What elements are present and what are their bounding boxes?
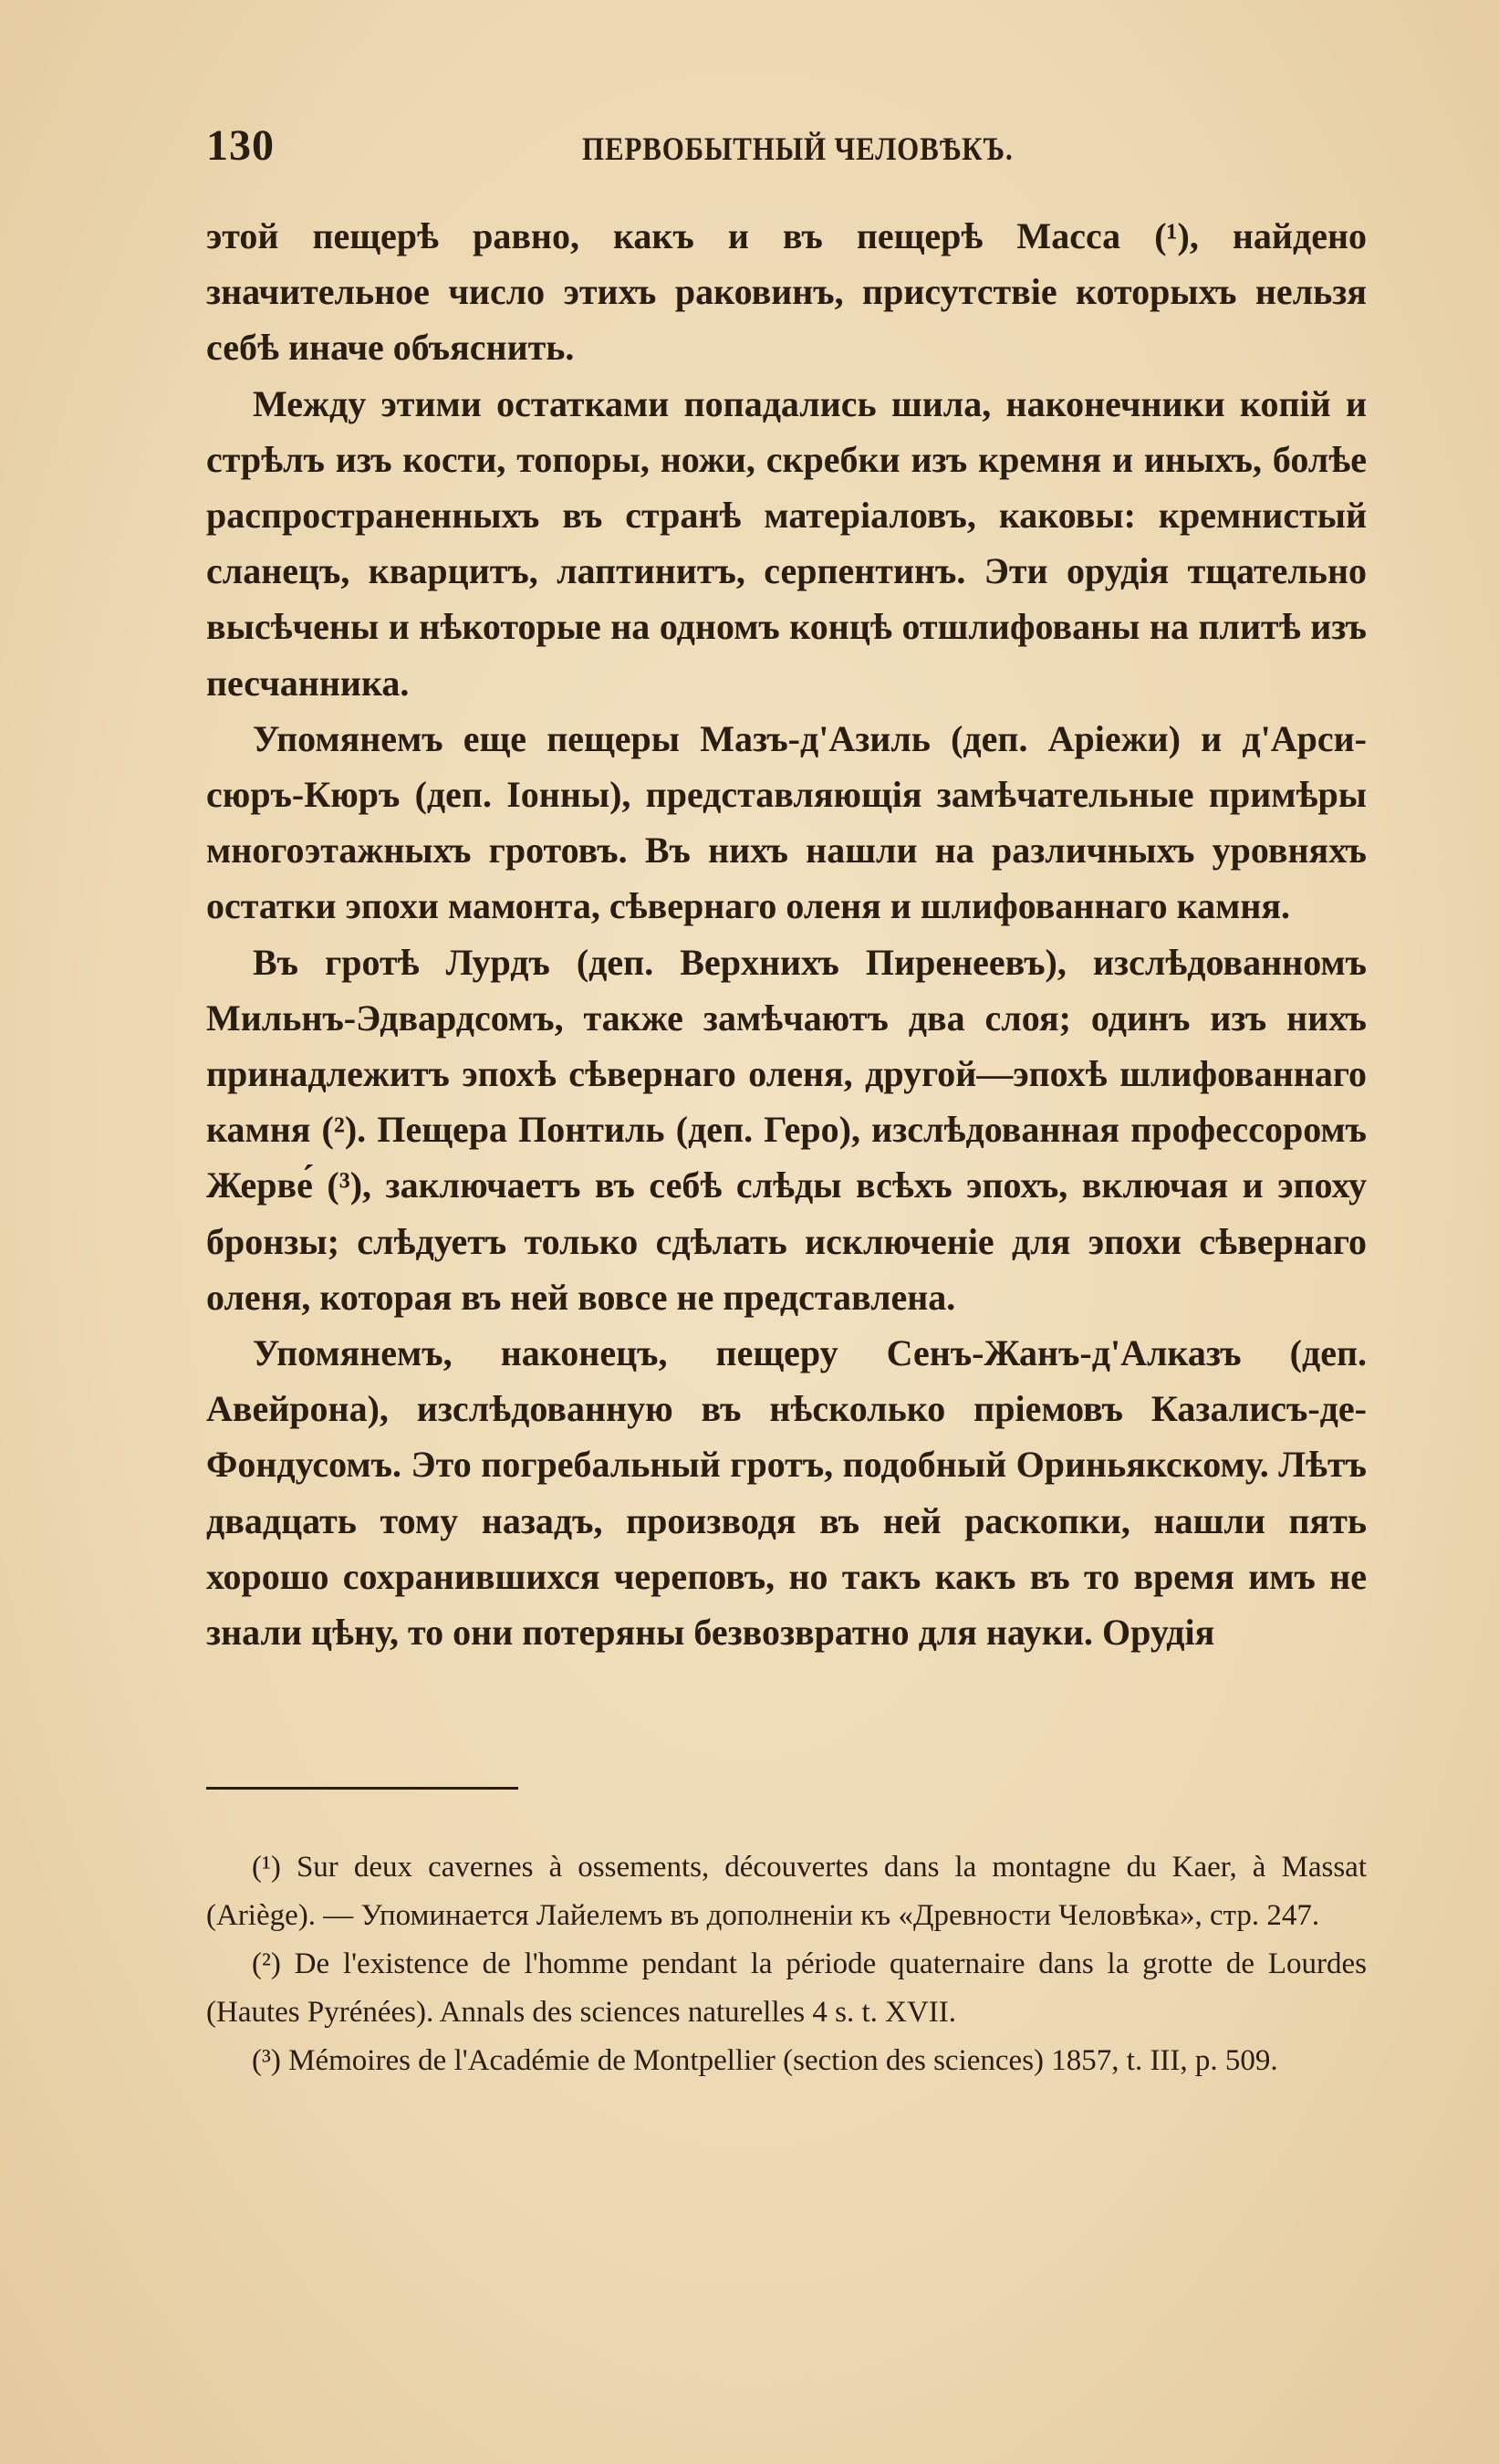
paragraph: этой пещерѣ равно, какъ и въ пещерѣ Масса (¹), найдено значительное число этихъ раковинъ, присутствіе которыхъ нельзя себѣ иначе объяснить. [206, 215, 1367, 369]
footnotes [206, 1843, 1367, 2086]
body-text [206, 208, 1367, 1660]
page-number: 130 [206, 121, 275, 170]
paragraph: Упомянемъ еще пещеры Мазъ-д'Азиль (деп. Аріежи) и д'Арси-сюръ-Кюръ (деп. Іонны), представляющія замѣчательные примѣры многоэтажныхъ гротовъ. Въ нихъ нашли на различныхъ уровняхъ остатки эпохи мамонта, сѣвернаго оленя и шлифованнаго камня. [206, 717, 1367, 927]
paragraph: Между этими остатками попадались шила, наконечники копій и стрѣлъ изъ кости, топоры, ножи, скребки изъ кремня и иныхъ, болѣе распространенныхъ въ странѣ матеріаловъ, каковы: кремнистый сланецъ, кварцитъ, лаптинитъ, серпентинъ. Эти орудія тщательно высѣчены и нѣкоторые на одномъ концѣ отшлифованы на плитѣ изъ песчанника. [206, 382, 1367, 704]
footnote: (¹) Sur deux cavernes à ossements, découvertes dans la montagne du Kaer, à Massat (Ariège). — Упоминается Лайелемъ въ дополненіи къ «Древности Человѣка», стр. 247. [206, 1851, 1367, 1932]
footnote-divider [206, 1787, 518, 1790]
footnote: (²) De l'existence de l'homme pendant la période quaternaire dans la grotte de Lourdes (Hautes Pyrénées). Annals des sciences naturelles 4 s. t. XVII. [206, 1947, 1367, 2029]
paragraph: Упомянемъ, наконецъ, пещеру Сенъ-Жанъ-д'Алказъ (деп. Авейрона), изслѣдованную въ нѣсколько пріемовъ Казалисъ-де-Фондусомъ. Это погребальный гротъ, подобный Ориньякскому. Лѣтъ двадцать тому назадъ, производя въ ней раскопки, нашли пять хорошо сохранившихся череповъ, но такъ какъ въ то время имъ не знали цѣну, то они потеряны безвозвратно для науки. Орудія [206, 1332, 1367, 1654]
running-title: ПЕРВОБЫТНЫЙ ЧЕЛОВѢКЪ. [582, 131, 1014, 167]
page-header [206, 120, 1374, 175]
paragraph: Въ гротѣ Лурдъ (деп. Верхнихъ Пиренеевъ), изслѣдованномъ Мильнъ-Эдвардсомъ, также замѣчаютъ два слоя; одинъ изъ нихъ принадлежитъ эпохѣ сѣвернаго оленя, другой—эпохѣ шлифованнаго камня (²). Пещера Понтиль (деп. Геро), изслѣдованная профессоромъ Жерве́ (³), заключаетъ въ себѣ слѣды всѣхъ эпохъ, включая и эпоху бронзы; слѣдуетъ только сдѣлать исключеніе для эпохи сѣвернаго оленя, которая въ ней вовсе не представлена. [206, 941, 1367, 1318]
footnote: (³) Mémoires de l'Académie de Montpellier (section des sciences) 1857, t. III, p. 509. [252, 2044, 1278, 2077]
